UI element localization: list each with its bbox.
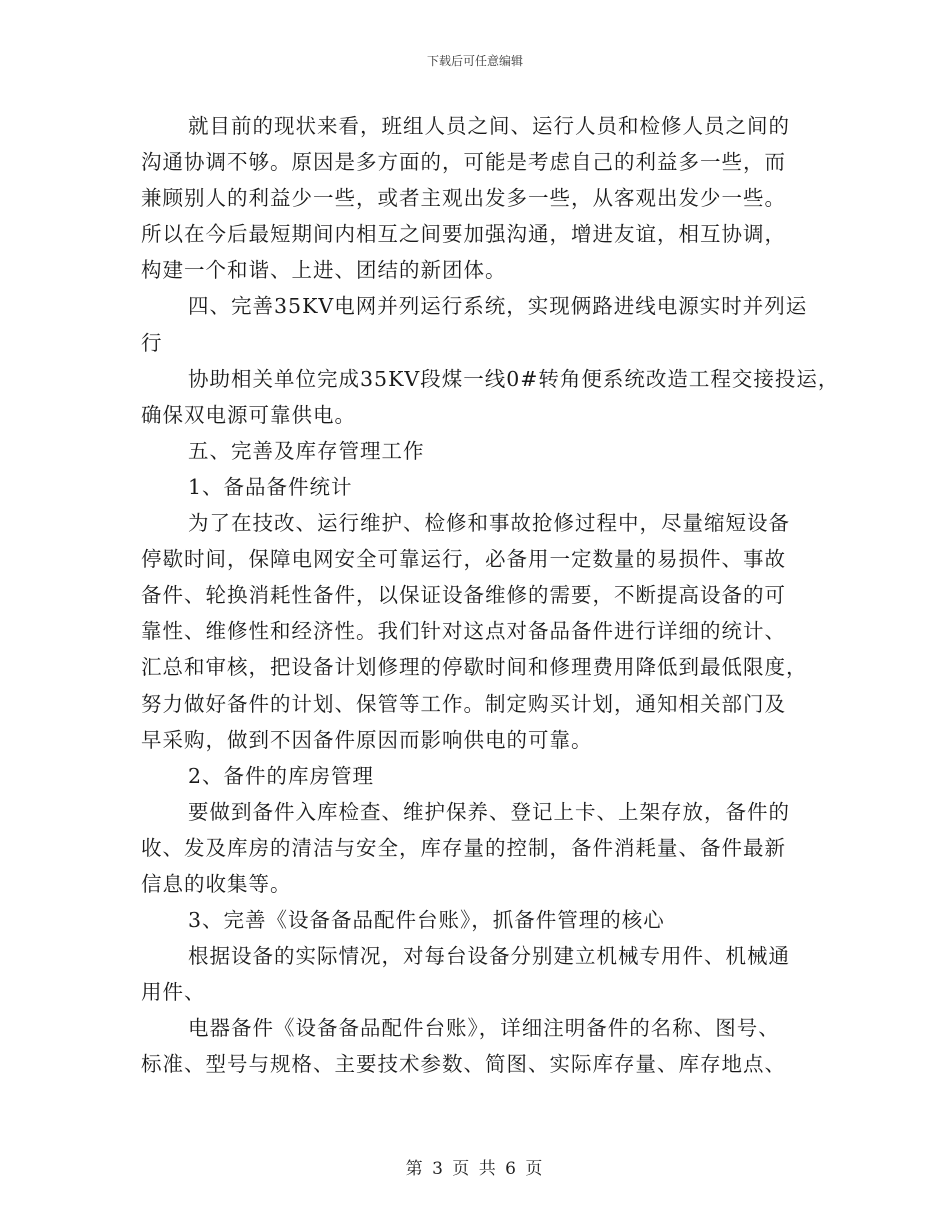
text-line: 协助相关单位完成35KV段煤一线0#转角便系统改造工程交接投运， [188, 366, 840, 391]
text-line: 要做到备件入库检查、维护保养、登记上卡、上架存放，备件的 [188, 799, 790, 824]
text-line: 收、发及库房的清洁与安全，库存量的控制，备件消耗量、备件最新 [141, 835, 786, 860]
text-line: 构建一个和谐、上进、团结的新团体。 [141, 258, 507, 283]
text-line: 停歇时间，保障电网安全可靠运行，必备用一定数量的易损件、事故 [141, 547, 786, 572]
text-line: 备件、轮换消耗性备件，以保证设备维修的需要，不断提高设备的可 [141, 583, 786, 608]
text-line: 信息的收集等。 [141, 871, 292, 896]
text-line: 就目前的现状来看，班组人员之间、运行人员和检修人员之间的 [188, 114, 790, 138]
text-line: 四、完善35KV电网并列运行系统，实现俩路进线电源实时并列运 [188, 294, 808, 319]
text-line: 汇总和审核，把设备计划修理的停歇时间和修理费用降低到最低限度， [141, 655, 808, 680]
text-line: 沟通协调不够。原因是多方面的，可能是考虑自己的利益多一些，而 [141, 150, 786, 175]
text-line: 努力做好备件的计划、保管等工作。制定购买计划，通知相关部门及 [141, 691, 786, 716]
text-line: 为了在技改、运行维护、检修和事故抢修过程中，尽量缩短设备 [188, 511, 790, 536]
text-line: 标准、型号与规格、主要技术参数、简图、实际库存量、库存地点、 [141, 1052, 786, 1077]
text-line: 1、备品备件统计 [188, 474, 353, 499]
text-line: 所以在今后最短期间内相互之间要加强沟通，增进友谊，相互协调， [141, 222, 786, 247]
text-line: 2、备件的库房管理 [188, 763, 375, 788]
text-line: 3、完善《设备备品配件台账》，抓备件管理的核心 [188, 908, 665, 933]
text-line: 用件、 [141, 980, 206, 1005]
text-line: 兼顾别人的利益少一些，或者主观出发多一些，从客观出发少一些。 [141, 186, 786, 211]
text-line: 五、完善及库存管理工作 [188, 438, 425, 463]
text-line: 行 [141, 330, 163, 355]
page-footer: 第 3 页 共 6 页 [405, 1159, 545, 1179]
page-header: 下载后可任意编辑 [426, 54, 523, 68]
text-line: 确保双电源可靠供电。 [141, 402, 356, 427]
text-line: 根据设备的实际情况，对每台设备分别建立机械专用件、机械通 [188, 944, 790, 969]
document-body [141, 108, 841, 1083]
text-line: 早采购，做到不因备件原因而影响供电的可靠。 [141, 727, 593, 752]
text-line: 靠性、维修性和经济性。我们针对这点对备品备件进行详细的统计、 [141, 619, 786, 644]
text-line: 电器备件《设备备品配件台账》，详细注明备件的名称、图号、 [188, 1016, 780, 1041]
